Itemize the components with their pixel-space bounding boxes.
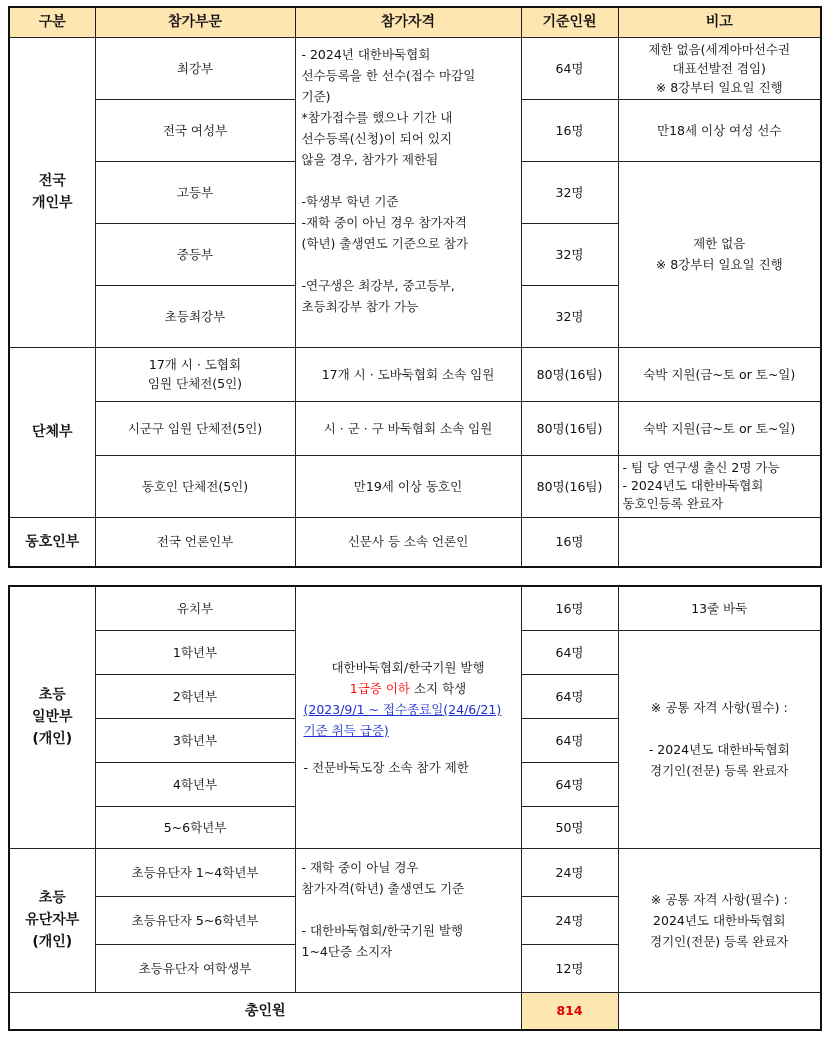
division-cell: 초등최강부 bbox=[95, 285, 295, 347]
quota-cell: 16명 bbox=[521, 517, 618, 567]
qualification-individual: - 2024년 대한바둑협회 선수등록을 한 선수(접수 마감일 기준) *참가접수를 했으나 기간 내 선수등록(신청)이 되어 있지 않을 경우, 참가가 제한됨 -학생부 학년 기준 -재학 중이 아닌 경우 참가자격 (학년) 출생연도 기준으로 참가 -연구생은 최강부, 중고등부, 초등최강부 참가 가능 bbox=[295, 37, 521, 347]
participation-table-national bbox=[8, 6, 822, 568]
quota-cell: 24명 bbox=[521, 896, 618, 944]
total-value: 814 bbox=[521, 992, 618, 1030]
qualification-cell: 시 · 군 · 구 바둑협회 소속 임원 bbox=[295, 401, 521, 455]
division-cell: 유치부 bbox=[95, 586, 295, 630]
quota-cell: 80명(16팀) bbox=[521, 401, 618, 455]
note-cell bbox=[618, 517, 821, 567]
division-cell: 2학년부 bbox=[95, 674, 295, 718]
header-quota: 기준인원 bbox=[521, 7, 618, 37]
group-individual: 전국 개인부 bbox=[9, 37, 95, 347]
note-cell: 숙박 지원(금~토 or 토~일) bbox=[618, 401, 821, 455]
note-cell: - 팀 당 연구생 출신 2명 가능 - 2024년도 대한바둑협회 동호인등록 완료자 bbox=[618, 455, 821, 517]
quota-cell: 32명 bbox=[521, 161, 618, 223]
division-cell: 초등유단자 여학생부 bbox=[95, 944, 295, 992]
quota-cell: 64명 bbox=[521, 762, 618, 806]
quota-cell: 80명(16팀) bbox=[521, 347, 618, 401]
note-cell: 13줄 바둑 bbox=[618, 586, 821, 630]
division-cell: 전국 여성부 bbox=[95, 99, 295, 161]
quota-cell: 16명 bbox=[521, 99, 618, 161]
note-cell: 숙박 지원(금~토 or 토~일) bbox=[618, 347, 821, 401]
note-cell: 제한 없음(세계아마선수권 대표선발전 겸임) ※ 8강부터 일요일 진행 bbox=[618, 37, 821, 99]
qualification-line-1: 대한바둑협회/한국기원 발행 bbox=[331, 659, 485, 675]
group-team: 단체부 bbox=[9, 347, 95, 517]
quota-cell: 50명 bbox=[521, 806, 618, 848]
division-cell: 중등부 bbox=[95, 223, 295, 285]
total-label: 총인원 bbox=[9, 992, 521, 1030]
header-qualification: 참가자격 bbox=[295, 7, 521, 37]
quota-cell: 12명 bbox=[521, 944, 618, 992]
quota-cell: 64명 bbox=[521, 718, 618, 762]
group-elementary: 초등 일반부 (개인) bbox=[9, 586, 95, 848]
qualification-line-2-rest: 소지 학생 bbox=[409, 680, 467, 696]
note-cell: 만18세 이상 여성 선수 bbox=[618, 99, 821, 161]
division-cell: 5~6학년부 bbox=[95, 806, 295, 848]
qualification-line-2 bbox=[302, 678, 515, 699]
quota-cell: 32명 bbox=[521, 223, 618, 285]
quota-cell: 64명 bbox=[521, 630, 618, 674]
quota-cell: 24명 bbox=[521, 848, 618, 896]
quota-cell: 64명 bbox=[521, 674, 618, 718]
note-shared-dan: ※ 공통 자격 사항(필수) : 2024년도 대한바둑협회 경기인(전문) 등록 완료자 bbox=[618, 848, 821, 992]
qualification-elementary bbox=[295, 586, 521, 848]
header-note: 비고 bbox=[618, 7, 821, 37]
header-division: 참가부문 bbox=[95, 7, 295, 37]
group-amateur: 동호인부 bbox=[9, 517, 95, 567]
qualification-line-3: - 전문바둑도장 소속 참가 제한 bbox=[303, 759, 469, 775]
division-cell: 4학년부 bbox=[95, 762, 295, 806]
qualification-highlight-red: 1급증 이하 bbox=[349, 680, 410, 696]
qualification-cell: 만19세 이상 동호인 bbox=[295, 455, 521, 517]
quota-cell: 16명 bbox=[521, 586, 618, 630]
group-dan: 초등 유단자부 (개인) bbox=[9, 848, 95, 992]
note-shared-elementary: ※ 공통 자격 사항(필수) : - 2024년도 대한바둑협회 경기인(전문) 등록 완료자 bbox=[618, 630, 821, 848]
division-cell: 고등부 bbox=[95, 161, 295, 223]
qualification-cell: 신문사 등 소속 언론인 bbox=[295, 517, 521, 567]
division-cell: 초등유단자 1~4학년부 bbox=[95, 848, 295, 896]
header-category: 구분 bbox=[9, 7, 95, 37]
division-cell: 초등유단자 5~6학년부 bbox=[95, 896, 295, 944]
division-cell: 3학년부 bbox=[95, 718, 295, 762]
division-cell: 17개 시 · 도협회 임원 단체전(5인) bbox=[95, 347, 295, 401]
qualification-dan: - 재학 중이 아닐 경우 참가자격(학년) 출생연도 기준 - 대한바둑협회/한국기원 발행 1~4단증 소지자 bbox=[295, 848, 521, 992]
division-cell: 전국 언론인부 bbox=[95, 517, 295, 567]
quota-cell: 32명 bbox=[521, 285, 618, 347]
qualification-cell: 17개 시 · 도바둑협회 소속 임원 bbox=[295, 347, 521, 401]
participation-table-elementary bbox=[8, 585, 822, 1031]
quota-cell: 80명(16팀) bbox=[521, 455, 618, 517]
division-cell: 최강부 bbox=[95, 37, 295, 99]
division-cell: 시군구 임원 단체전(5인) bbox=[95, 401, 295, 455]
division-cell: 동호인 단체전(5인) bbox=[95, 455, 295, 517]
division-cell: 1학년부 bbox=[95, 630, 295, 674]
note-shared-individual: 제한 없음 ※ 8강부터 일요일 진행 bbox=[618, 161, 821, 347]
qualification-highlight-blue: (2023/9/1 ~ 접수종료일(24/6/21) 기준 취득 급증) bbox=[303, 701, 502, 738]
total-note-empty bbox=[618, 992, 821, 1030]
quota-cell: 64명 bbox=[521, 37, 618, 99]
